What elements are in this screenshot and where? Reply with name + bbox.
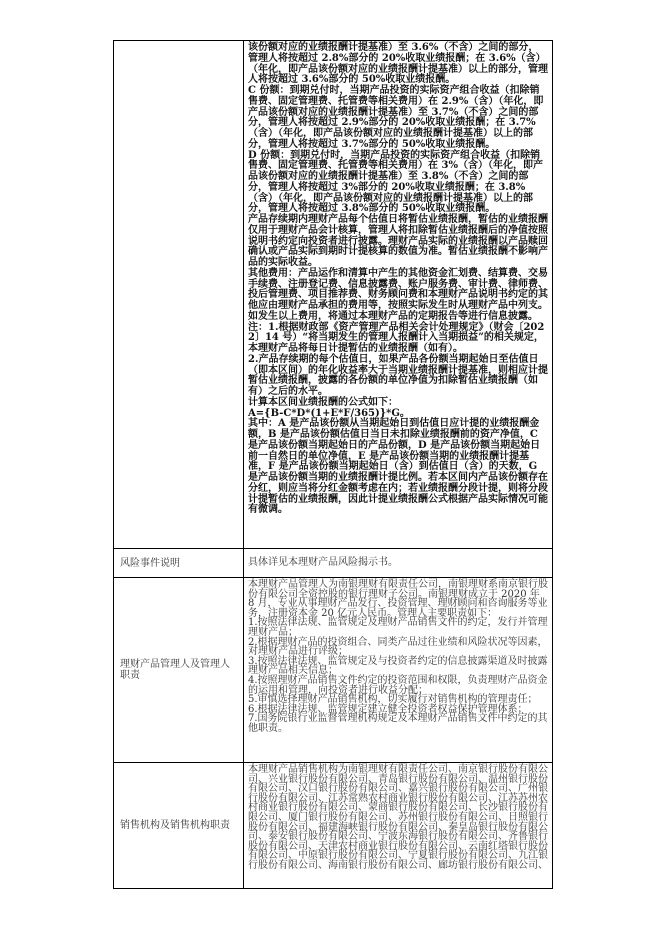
paragraph: D 份额：到期兑付时，当期产品投资的实际资产组合收益（扣除销售费、固定管理费、托管费等相关费用）在 3%（含）（年化，即产品该份额对应的业绩报酬计提基准）至 3.8%（不含）之间的部分，管理人将按超过 3%部分的 20%收取业绩报酬；在 3.8%（含）（年化，即产品该份额对应的业绩报酬计提基准）以上的部分，管理人将按超过 3.8%部分的 50%收取业绩报酬。 — [248, 149, 543, 215]
paragraph: 2.产品存续期的每个估值日，如果产品各份额当期起始日至估值日（即本区间）的年化收益率大于当期业绩报酬计提基准，则相应计提暂估业绩报酬，披露的各份额的单位净值为扣除暂估业绩报酬（如有）之后的水平。 — [248, 353, 548, 397]
paragraph: 本理财产品管理人为南银理财有限责任公司，南银理财系南京银行股份有限公司全资控股的银行理财子公司。南银理财成立于 2020 年 8 月，专业从事理财产品发行、投资管理、理财顾问和咨询服务等业务，注册资本金 20 亿元人民币。管理人主要职责如下： — [248, 579, 548, 619]
row-content-performance-fee — [244, 41, 553, 549]
paragraph: 其他费用：产品运作和清算中产生的其他资金汇划费、结算费、交易手续费、注册登记费、信息披露费、账户服务费、审计费、律师费、投后管理费、项目推荐费、财务顾问费和本理财产品说明书约定的其他应由理财产品承担的费用等，按照实际发生时从理财产品中列支。如发生以上费用，将通过本理财产品的定期报告等进行信息披露。 — [248, 267, 548, 322]
row-label — [114, 41, 244, 549]
table-row-manager — [114, 578, 553, 763]
row-label: 理财产品管理人及管理人职责 — [114, 578, 244, 763]
table-row-performance-fee — [114, 41, 553, 549]
formula: A={B-C*D*(1+E*F/365)}*G。 — [248, 407, 410, 419]
paragraph: 1.按照法律法规、监管规定及理财产品销售文件的约定，发行并管理理财产品； — [248, 617, 548, 638]
paragraph: 3.按照法律法规、监管规定及与投资者约定的信息披露渠道及时披露理财产品相关信息； — [248, 655, 548, 677]
paragraph: 2.根据理财产品的投资组合、同类产品过往业绩和风险状况等因素，对理财产品进行评级； — [248, 636, 548, 658]
row-content-manager — [244, 578, 553, 763]
paragraph: 该份额对应的业绩报酬计提基准）至 3.6%（不含）之间的部分，管理人将按超过 2.8%部分的 20%收取业绩报酬；在 3.6%（含）（年化，即产品该份额对应的业绩报酬计提基准）以上的部分，管理人将按超过 3.6%部分的 50%收取业绩报酬。 — [248, 42, 548, 86]
table-row-risk-events — [114, 549, 553, 578]
paragraph: 注：1.根据财政部《资产管理产品相关会计处理规定》（财会〔2022〕14 号）“将当期发生的管理人报酬计入当期损益”的相关规定，本理财产品将每日计提暂估的业绩报酬（如有）。 — [248, 321, 545, 354]
product-info-table — [113, 40, 553, 889]
row-content-risk-events — [244, 549, 553, 578]
paragraph: 5.审慎选择理财产品销售机构，切实履行对销售机构的管理责任； — [248, 694, 538, 706]
paragraph: 本理财产品销售机构为南银理财有限责任公司、南京银行股份有限公司、兴业银行股份有限公司、青岛银行股份有限公司、温州银行股份有限公司、汉口银行股份有限公司、嘉兴银行股份有限公司、广州银行股份有限公司、江苏常熟农村商业银行股份有限公司、江苏苏州农村商业银行股份有限公司、蒙商银行股份有限公司、长沙银行股份有限公司、厦门银行股份有限公司、苏州银行股份有限公司、日照银行股份有限公司、福建海峡银行股份有限公司、秦皇岛银行股份有限公司、泰安银行股份有限公司、宁波东海银行股份有限公司、齐鲁银行股份有限公司、天津农村商业银行股份有限公司、云南红塔银行股份有限公司、中原银行股份有限公司、宁夏银行股份有限公司、九江银行股份有限公司、海南银行股份有限公司、廊坊银行股份有限公司、 — [248, 764, 548, 871]
paragraph: 7.国务院银行业监督管理机构规定及本理财产品销售文件中约定的其他职责。 — [248, 713, 548, 734]
paragraph: 产品存续期内理财产品每个估值日将暂估业绩报酬，暂估的业绩报酬仅用于理财产品会计核算，管理人将扣除暂估业绩报酬后的净值按照说明书约定向投资者进行披露。理财产品实际的业绩报酬以产品赎回确认或产品实际到期时计提核算的数值为准。暂估业绩报酬不影响产品的实际收益。 — [248, 214, 548, 268]
paragraph: 具体详见本理财产品风险揭示书。 — [248, 557, 398, 569]
paragraph: C 份额：到期兑付时，当期产品投资的实际资产组合收益（扣除销售费、固定管理费、托管费等相关费用）在 2.9%（含）（年化，即产品该份额对应的业绩报酬计提基准）至 3.7%（不含）之间的部分，管理人将按超过 2.9%部分的 20%收取业绩报酬；在 3.7%（含）（年化，即产品该份额对应的业绩报酬计提基准）以上的部分，管理人将按超过 3.7%部分的 50%收取业绩报酬。 — [248, 85, 544, 150]
row-label: 销售机构及销售机构职责 — [114, 763, 244, 889]
row-content-sales-agencies — [244, 763, 553, 889]
paragraph: 计算本区间业绩报酬的公式如下： — [248, 396, 398, 408]
table-row-sales-agencies — [114, 763, 553, 889]
paragraph: 6.根据法律法规、监管规定建立健全投资者权益保护管理体系； — [248, 703, 528, 715]
paragraph: 其中：A 是产品该份额从当期起始日到估值日应计提的业绩报酬金额，B 是产品该份额估值日当日未扣除业绩报酬前的资产净值，C 是产品该份额当期起始日的产品份额，D 是产品该份额当期起始日前一自然日的单位净值，E 是产品该份额当期的业绩报酬计提基准，F 是产品该份额当期起始日（含）到估值日（含）的天数，G 是产品该份额当期的业绩报酬计提比例。若本区间内产品该份额存在分红，则应当将分红金额考虑在内；若业绩报酬分段计提，则将分段计提暂估的业绩报酬，因此计提业绩报酬公式根据产品实际情况可能有微调。 — [248, 418, 548, 516]
row-label: 风险事件说明 — [114, 549, 244, 578]
paragraph: 4.按照理财产品销售文件约定的投资范围和权限，负责理财产品资金的运用和管理，向投资者进行收益分配； — [248, 674, 548, 696]
